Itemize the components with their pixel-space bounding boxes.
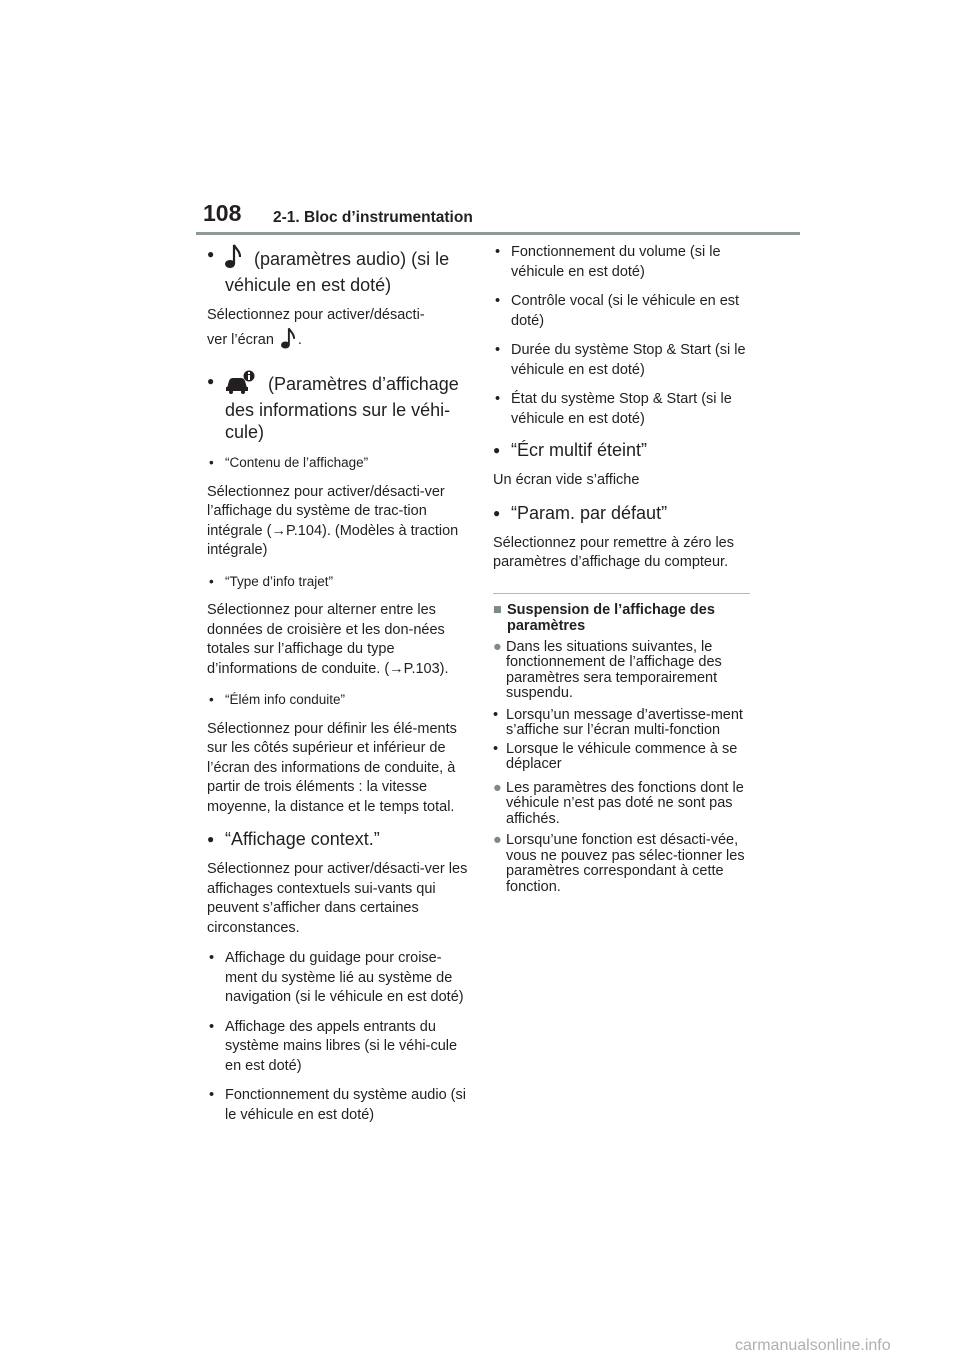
audio-text: Sélectionnez pour activer/désacti- ver l’écran . <box>207 306 469 356</box>
list-item: • Fonctionnement du système audio (si le véhicule en est doté) <box>209 1087 466 1123</box>
header-rule <box>196 232 800 235</box>
music-note-icon <box>225 243 241 274</box>
list-item: • Durée du système Stop & Start (si le véhicule en est doté) <box>495 342 746 378</box>
page-number: 108 <box>203 200 242 226</box>
context-heading: ● “Affichage context.” <box>207 829 380 849</box>
list-item: • “Contenu de l’affichage” <box>209 455 369 470</box>
display-heading: ● (Paramètres d’affichage des informations sur le véhi-cule) <box>207 370 469 443</box>
note-item: ● Dans les situations suivantes, le fonctionnement de l’affichage des paramètres sera temporairement suspendu. <box>493 638 722 701</box>
list-item: • État du système Stop & Start (si le véhicule en est doté) <box>495 391 732 427</box>
list-item: • Affichage des appels entrants du système mains libres (si le véhi-cule en est doté) <box>209 1018 458 1074</box>
circle-icon: ● <box>493 832 502 848</box>
circle-icon: ● <box>493 779 502 796</box>
defaults-heading: ● “Param. par défaut” <box>493 502 668 523</box>
list-item: • Affichage du guidage pour croise-ment du système lié au système de navigation (si le véhicule en est doté) <box>209 950 464 1005</box>
display-item-text: Sélectionnez pour définir les élé-ments sur les côtés supérieur et inférieur de l’écran des informations de conduite, à partir de trois éléments : la vitesse moyenne, la distance et le temps total. <box>207 720 457 815</box>
bullet-icon: ● <box>207 247 215 261</box>
section-title: 2-1. Bloc d’instrumentation <box>273 209 473 226</box>
multi-off-heading: ● “Écr multif éteint” <box>493 440 648 460</box>
list-item: • “Type d’info trajet” <box>209 573 334 589</box>
watermark: carmanualsonline.info <box>735 1337 891 1354</box>
note-subitem: • Lorsque le véhicule commence à se déplacer <box>493 740 738 772</box>
bullet-icon: ● <box>493 505 501 520</box>
list-item: • Fonctionnement du volume (si le véhicule en est doté) <box>495 244 721 280</box>
note-subitem: • Lorsqu’un message d’avertisse-ment s’affiche sur l’écran multi-fonction <box>493 706 743 738</box>
note-title: ■ Suspension de l’affichage des paramètres <box>493 601 715 634</box>
left-column <box>207 243 469 1135</box>
multi-off-text: Un écran vide s’affiche <box>493 472 640 488</box>
note-item: ● Lorsqu’une fonction est désacti-vée, vous ne pouvez pas sélec-tionner les paramètres correspondant à cette fonction. <box>493 832 745 895</box>
music-note-icon <box>281 326 295 357</box>
audio-heading: ● (paramètres audio) (si le véhicule en est doté) <box>207 243 469 296</box>
car-info-icon <box>225 370 255 399</box>
circle-icon: ● <box>493 638 502 655</box>
context-text: Sélectionnez pour activer/désacti-ver les affichages contextuels sui-vants qui peuvent s’afficher dans certaines circonstances. <box>207 861 468 936</box>
right-column <box>493 243 750 901</box>
bullet-icon: ● <box>207 832 215 846</box>
list-item: • Contrôle vocal (si le véhicule en est doté) <box>495 293 740 329</box>
defaults-text: Sélectionnez pour remettre à zéro les paramètres d’affichage du compteur. <box>493 534 734 570</box>
note-divider <box>493 593 750 594</box>
display-item-text: Sélectionnez pour activer/désacti-ver l’affichage du système de trac-tion intégrale (→P.104). (Modèles à traction intégrale) <box>207 483 459 558</box>
square-icon: ■ <box>493 601 502 618</box>
list-item: • “Élém info conduite” <box>209 692 346 707</box>
bullet-icon: ● <box>207 374 215 388</box>
bullet-icon: ● <box>493 443 501 457</box>
note-item: ● Les paramètres des fonctions dont le véhicule n’est pas doté ne sont pas affichés. <box>493 779 744 827</box>
display-item-text: Sélectionnez pour alterner entre les données de croisière et les don-nées totales sur l’affichage du type d’informations de conduite. (→P.103). <box>207 602 449 677</box>
